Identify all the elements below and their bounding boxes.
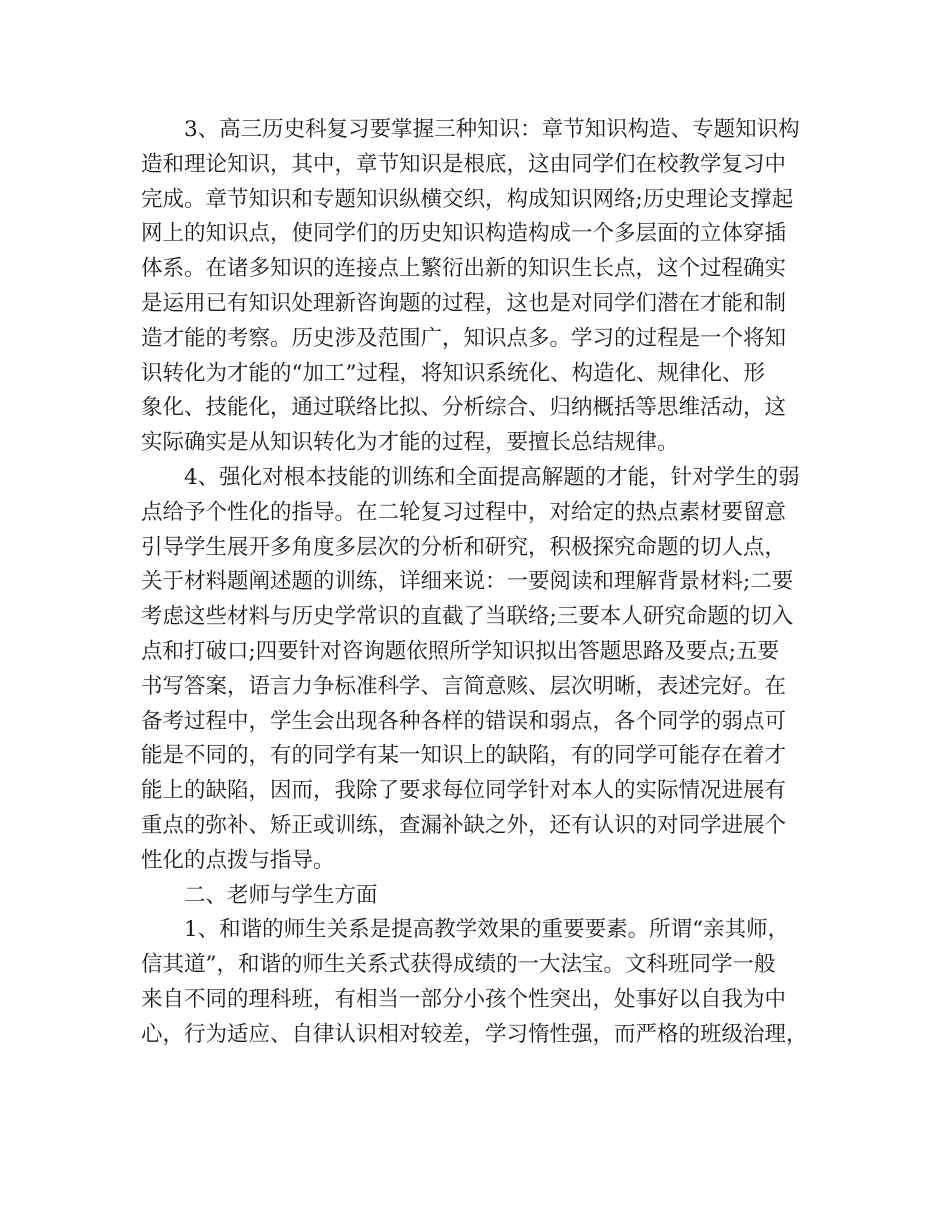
text-line: 二、老师与学生方面 <box>184 882 378 908</box>
text-line: 造才能的考察。历史涉及范围广，知识点多。学习的过程是一个将知 <box>141 325 787 351</box>
text-line: 书写答案，语言力争标准科学、言简意赅、层次明晰，表述完好。在 <box>141 673 787 699</box>
text-line: 实际确实是从知识转化为才能的过程，要擅长总结规律。 <box>141 430 679 456</box>
text-line: 信其道”，和谐的师生关系式获得成绩的一大法宝。文科班同学一般 <box>141 952 776 978</box>
text-line: 来自不同的理科班，有相当一部分小孩个性突出，处事好以自我为中 <box>141 986 787 1012</box>
text-line: 性化的点拨与指导。 <box>141 847 335 873</box>
text-line: 识转化为才能的“加工”过程，将知识系统化、构造化、规律化、形 <box>141 360 765 386</box>
text-line: 考虑这些材料与历史学常识的直截了当联络;三要本人研究命题的切入 <box>141 604 794 630</box>
text-line: 引导学生展开多角度多层次的分析和研究，积极探究命题的切人点， <box>141 534 787 560</box>
body-text <box>141 113 813 1053</box>
text-line: 1、和谐的师生关系是提高教学效果的重要要素。所谓“亲其师， <box>184 917 790 943</box>
text-line: 网上的知识点，使同学们的历史知识构造构成一个多层面的立体穿插 <box>141 221 787 247</box>
text-line: 造和理论知识，其中，章节知识是根底，这由同学们在校教学复习中 <box>141 151 787 177</box>
text-line: 4、强化对根本技能的训练和全面提高解题的才能，针对学生的弱 <box>184 464 800 490</box>
text-line: 重点的弥补、矫正或训练，查漏补缺之外，还有认识的对同学进展个 <box>141 812 787 838</box>
text-line: 点给予个性化的指导。在二轮复习过程中，对给定的热点素材要留意 <box>141 499 787 525</box>
text-line: 能上的缺陷，因而，我除了要求每位同学针对本人的实际情况进展有 <box>141 778 787 804</box>
text-line: 备考过程中，学生会出现各种各样的错误和弱点，各个同学的弱点可 <box>141 708 787 734</box>
text-line: 是运用已有知识处理新咨询题的过程，这也是对同学们潜在才能和制 <box>141 290 787 316</box>
text-line: 完成。章节知识和专题知识纵横交织，构成知识网络;历史理论支撑起 <box>141 186 794 212</box>
text-line: 关于材料题阐述题的训练，详细来说：一要阅读和理解背景材料;二要 <box>141 569 794 595</box>
text-line: 象化、技能化，通过联络比拟、分析综合、归纳概括等思维活动，这 <box>141 395 787 421</box>
text-line: 3、高三历史科复习要掌握三种知识：章节知识构造、专题知识构 <box>184 117 800 142</box>
text-line: 体系。在诸多知识的连接点上繁衍出新的知识生长点，这个过程确实 <box>141 256 787 282</box>
text-line: 点和打破口;四要针对咨询题依照所学知识拟出答题思路及要点;五要 <box>141 638 779 664</box>
text-line: 心，行为适应、自律认识相对较差，学习惰性强，而严格的班级治理， <box>141 1021 808 1047</box>
text-line: 能是不同的，有的同学有某一知识上的缺陷，有的同学可能存在着才 <box>141 743 787 769</box>
